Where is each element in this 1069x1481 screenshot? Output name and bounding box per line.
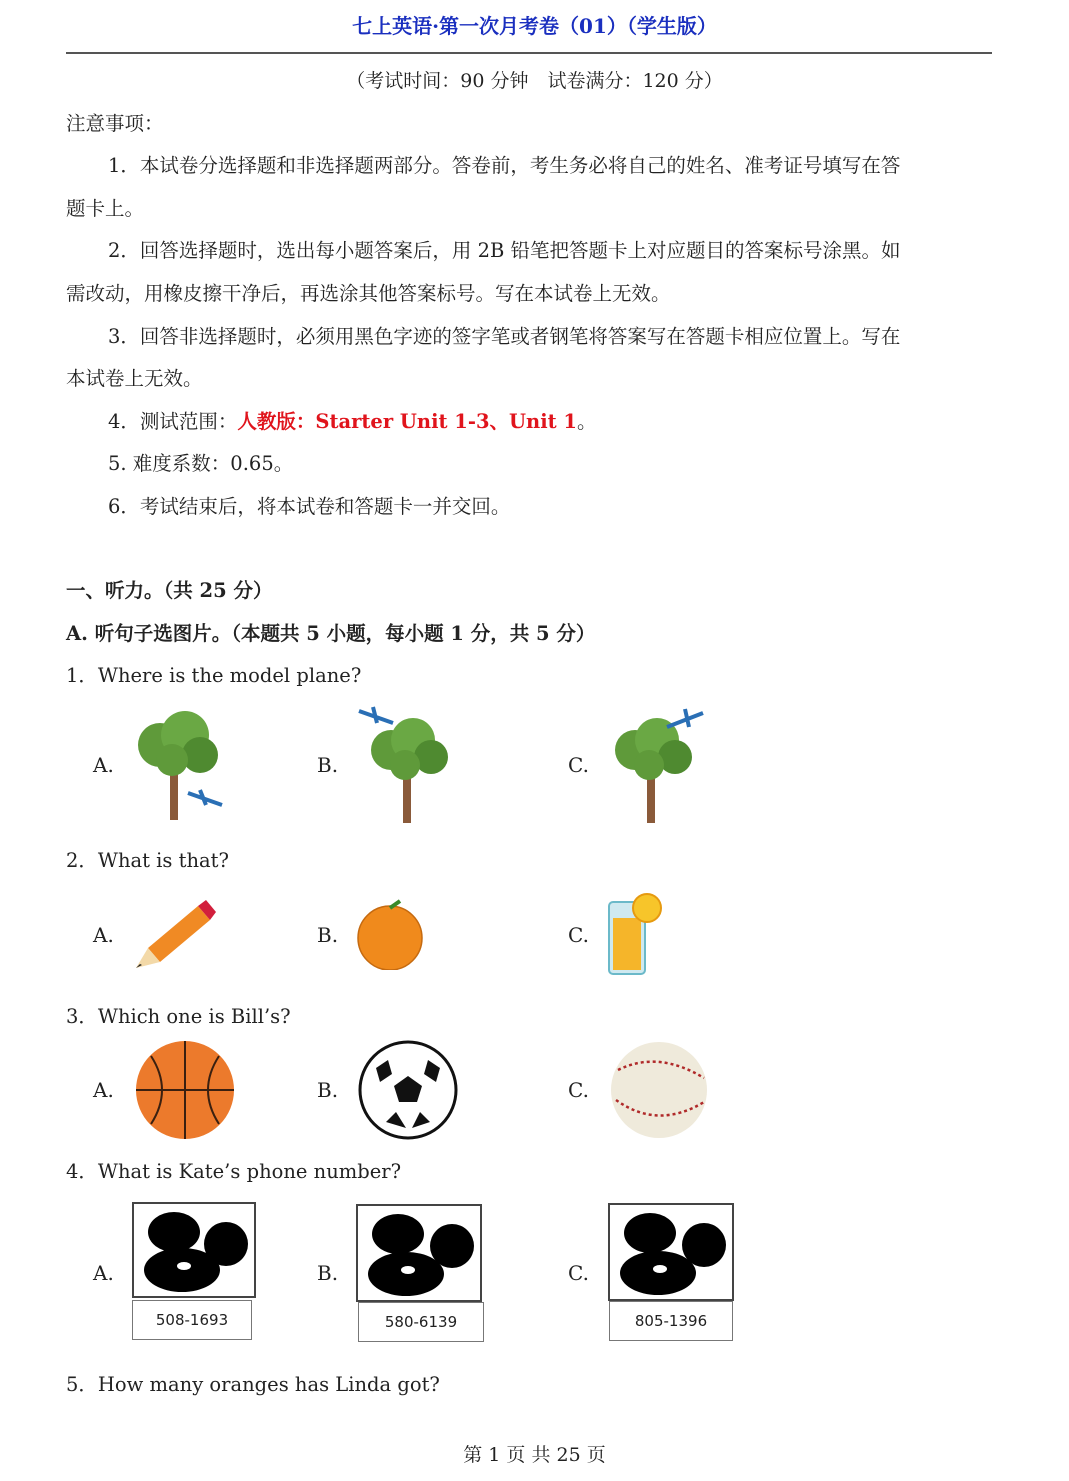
note-2: 2．回答选择题时，选出每小题答案后，用 2B 铅笔把答题卡上对应题目的答案标号涂黑。如 (108, 239, 901, 262)
q1-option-c[interactable]: C. (568, 753, 589, 777)
question-5: 5．How many oranges has Linda got? (66, 1373, 440, 1396)
question-4: 4．What is Kate’s phone number? (66, 1160, 402, 1183)
q3-option-b[interactable]: B. (317, 1078, 339, 1102)
telephone-icon (356, 1204, 482, 1302)
q2-option-b[interactable]: B. (317, 923, 339, 947)
question-1: 1．Where is the model plane? (66, 664, 362, 687)
phone-number-a: 508-1693 (132, 1300, 252, 1340)
pencil-icon (130, 898, 220, 970)
telephone-icon (132, 1202, 256, 1298)
note-3-cont: 本试卷上无效。 (66, 367, 203, 390)
section-title: 一、听力。（共 25 分） (66, 579, 273, 602)
page-title: 七上英语·第一次月考卷（01）（学生版） (352, 14, 717, 38)
q4-option-a[interactable]: A. (93, 1261, 114, 1285)
telephone-icon (608, 1203, 734, 1301)
note-1-cont: 题卡上。 (66, 197, 145, 220)
phone-number-b: 580-6139 (358, 1302, 484, 1342)
note-5: 5. 难度系数：0.65。 (108, 452, 294, 475)
q1-option-b[interactable]: B. (317, 753, 339, 777)
header-divider (66, 52, 992, 54)
q2-option-a[interactable]: A. (93, 923, 114, 947)
part-a-title: A. 听句子选图片。（本题共 5 小题，每小题 1 分，共 5 分） (66, 622, 596, 645)
soccer-ball-icon (356, 1038, 460, 1142)
q2-option-c[interactable]: C. (568, 923, 589, 947)
baseball-icon (608, 1040, 710, 1140)
page-number: 第 1 页 共 25 页 (463, 1444, 606, 1466)
question-3: 3．Which one is Bill’s? (66, 1005, 291, 1028)
question-2: 2．What is that? (66, 849, 229, 872)
note-6: 6．考试结束后，将本试卷和答题卡一并交回。 (108, 495, 511, 518)
note-4-suffix: 。 (576, 410, 597, 433)
note-2-cont: 需改动，用橡皮擦干净后，再选涂其他答案标号。写在本试卷上无效。 (66, 282, 671, 305)
notes-heading: 注意事项： (66, 112, 164, 135)
note-1: 1．本试卷分选择题和非选择题两部分。答卷前，考生务必将自己的姓名、准考证号填写在答 (108, 154, 901, 177)
note-4-prefix: 4．测试范围： (108, 410, 238, 433)
q4-option-c[interactable]: C. (568, 1261, 589, 1285)
tree-plane-under-icon (130, 705, 230, 825)
orange-juice-icon (605, 888, 665, 978)
note-3: 3．回答非选择题时，必须用黑色字迹的签字笔或者钢笔将答案写在答题卡相应位置上。写在 (108, 325, 901, 348)
q3-option-c[interactable]: C. (568, 1078, 589, 1102)
orange-icon (355, 898, 427, 970)
test-scope: 人教版：Starter Unit 1-3、Unit 1 (237, 410, 577, 433)
q3-option-a[interactable]: A. (93, 1078, 114, 1102)
tree-plane-above-icon (355, 705, 455, 825)
q4-option-b[interactable]: B. (317, 1261, 339, 1285)
exam-info: （考试时间：90 分钟 试卷满分：120 分） (346, 70, 723, 92)
q1-option-a[interactable]: A. (93, 753, 114, 777)
note-4 (108, 406, 596, 434)
phone-number-c: 805-1396 (609, 1301, 733, 1341)
basketball-icon (133, 1038, 237, 1142)
tree-plane-in-icon (605, 705, 710, 825)
